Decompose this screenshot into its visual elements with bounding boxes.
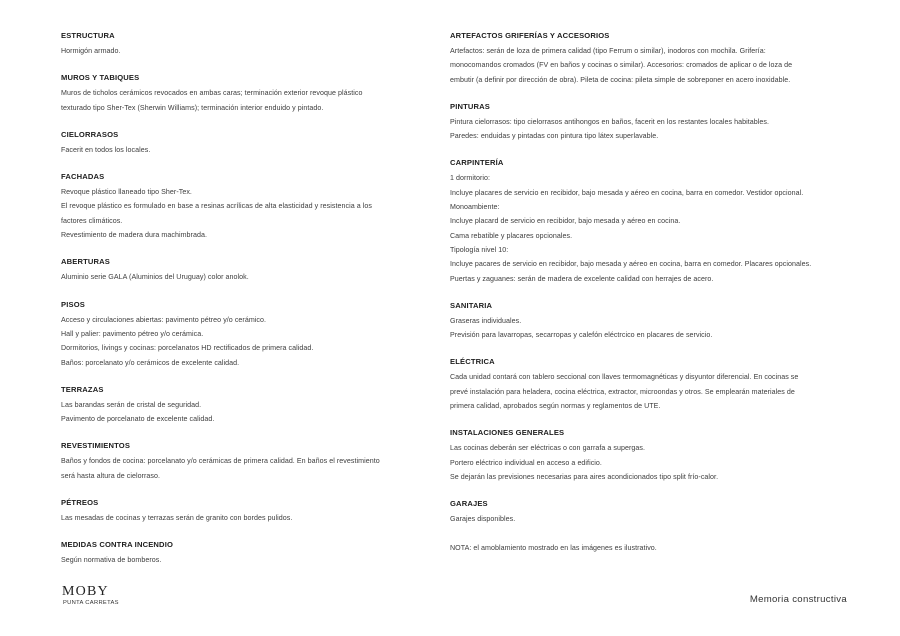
section-body [450,314,860,343]
body-line: Cama rebatible y placares opcionales. [450,231,573,240]
body-line: 1 dormitorio: [450,174,491,183]
section-body [450,171,860,285]
body-line: Baños y fondos de cocina: porcelanato y/o cerámicas de primera calidad. En baños el revestimiento [61,457,380,466]
section-body [61,185,421,242]
section-heading: TERRAZAS [61,384,104,394]
body-line: Paredes: enduidas y pintadas con pintura tipo látex superlavable. [450,132,659,141]
section-heading: CIELORRASOS [61,129,119,139]
section-instalaciones-generales [450,427,860,484]
section-heading: FACHADAS [61,172,105,182]
body-line: prevé instalación para heladera, cocina eléctrica, extractor, microondas y otros. Se emplearán materiales de [450,387,795,396]
section-heading: MUROS Y TABIQUES [61,73,140,83]
body-line: Pintura cielorrasos: tipo cielorrasos antihongos en baños, facerit en los restantes locales habitables. [450,117,770,126]
body-line: Portero eléctrico individual en acceso a edificio. [450,458,602,467]
body-line: Facerit en todos los locales. [61,145,151,154]
logo-name: MOBY [62,584,109,599]
body-line: Previsión para lavarropas, secarropas y calefón eléctrcico en placares de servicio. [450,331,713,340]
section-aberturas [61,256,421,284]
section-petreos [61,497,421,525]
section-heading: PINTURAS [450,101,491,111]
body-line: Revestimiento de madera dura machimbrada. [61,231,207,240]
section-terrazas [61,384,421,427]
body-line: Según normativa de bomberos. [61,556,162,565]
body-line: Incluye pacares de servicio en recibidor, bajo mesada y aéreo en cocina, barra en comedor. Placares opcionales. [450,260,812,269]
section-body [450,115,860,144]
body-line: Artefactos: serán de loza de primera calidad (tipo Ferrum o similar), inodoros con mochila. Grifería: [450,47,766,55]
body-line: Puertas y zaguanes: serán de madera de excelente calidad con herrajes de acero. [450,274,714,283]
section-body [61,313,421,370]
body-line: será hasta altura de cielorraso. [61,471,160,480]
section-body [61,454,421,483]
body-line: monocomandos cromados (FV en baños y cocinas o similar). Accesorios: cromados de aplicar o de loza de [450,61,793,70]
body-line: Acceso y circulaciones abiertas: pavimento pétreo y/o cerámico. [61,315,267,324]
body-line: Incluye placares de servicio en recibidor, bajo mesada y aéreo en cocina, barra en comedor. Vestidor opcional. [450,188,804,197]
section-electrica [450,356,860,413]
section-garajes [450,498,860,526]
section-heading: ABERTURAS [61,257,111,267]
section-artefactos-griferias-y-accesorios [450,30,860,87]
section-body [61,511,421,525]
section-note [450,541,860,555]
right-column [450,30,860,569]
section-body [61,86,421,115]
section-body [450,541,860,555]
section-body [450,370,860,413]
section-heading: SANITARIA [450,300,493,310]
section-heading: GARAJES [450,499,488,509]
section-medidas-contra-incendio [61,539,421,567]
section-heading: ARTEFACTOS GRIFERÍAS Y ACCESORIOS [450,31,610,40]
section-pinturas [450,101,860,144]
section-heading: INSTALACIONES GENERALES [450,428,565,438]
body-line: Monoambiente: [450,203,500,212]
body-line: texturado tipo Sher-Tex (Sherwin Williams); terminación interior enduido y pintado. [61,103,324,112]
body-line: Graseras individuales. [450,316,522,325]
body-line: Las barandas serán de cristal de seguridad. [61,400,202,409]
body-line: factores climáticos. [61,216,123,225]
body-line: Garajes disponibles. [450,515,516,524]
section-body [61,44,421,58]
section-heading: MEDIDAS CONTRA INCENDIO [61,540,174,550]
section-heading: PISOS [61,299,85,309]
section-revestimientos [61,440,421,483]
body-line: Se dejarán las previsiones necesarias para aires acondicionados tipo split frío-calor. [450,472,719,481]
section-body [61,143,421,157]
section-cielorrasos [61,129,421,157]
logo-subtitle: PUNTA CARRETAS [63,600,119,606]
body-line: Baños: porcelanato y/o cerámicos de excelente calidad. [61,358,240,367]
body-line: Aluminio serie GALA (Aluminios del Uruguay) color anolok. [61,273,249,282]
body-line: Pavimento de porcelanato de excelente calidad. [61,415,215,424]
body-line: NOTA: el amoblamiento mostrado en las imágenes es ilustrativo. [450,543,657,552]
section-carpinteria [450,157,860,285]
body-line: Cada unidad contará con tablero seccional con llaves termomagnéticas y disyuntor diferencial. En cocinas se [450,373,799,382]
section-heading: ELÉCTRICA [450,357,495,367]
document-title: Memoria constructiva [749,594,847,605]
body-line: Las mesadas de cocinas y terrazas serán de granito con bordes pulidos. [61,514,293,523]
section-heading: CARPINTERÍA [450,158,504,168]
body-line: Hormigón armado. [61,47,121,55]
logo [62,585,119,608]
section-body [450,44,860,87]
section-pisos [61,299,421,370]
body-line: El revoque plástico es formulado en base a resinas acrílicas de alta elasticidad y resistencia a los [61,202,372,211]
body-line: Hall y palier: pavimento pétreo y/o cerámica. [61,329,204,338]
body-line: primera calidad, aprobados según normas y reglamentos de UTE. [450,402,661,411]
section-body [61,398,421,427]
section-muros-y-tabiques [61,72,421,115]
section-estructura [61,30,421,58]
body-line: Muros de ticholos cerámicos revocados en ambas caras; terminación exterior revoque plástico [61,89,363,98]
body-line: embutir (a definir por dirección de obra). Pileta de cocina: pileta simple de sobreponer en acero inoxidable. [450,75,791,84]
body-line: Dormitorios, livings y cocinas: porcelanatos HD rectificados de primera calidad. [61,344,314,353]
section-body [61,270,421,284]
section-body [450,441,860,484]
section-body [450,512,860,526]
section-heading: REVESTIMIENTOS [61,441,131,451]
body-line: Tipología nivel 10: [450,245,509,254]
section-heading: ESTRUCTURA [61,31,115,40]
body-line: Revoque plástico llaneado tipo Sher-Tex. [61,188,192,197]
body-line: Las cocinas deberán ser eléctricas o con garrafa a supergas. [450,444,646,453]
section-heading: PÉTREOS [61,498,99,508]
section-fachadas [61,171,421,242]
section-sanitaria [450,300,860,343]
section-body [61,553,421,567]
left-column [61,30,421,582]
body-line: Incluye placard de servicio en recibidor, bajo mesada y aéreo en cocina. [450,217,681,226]
